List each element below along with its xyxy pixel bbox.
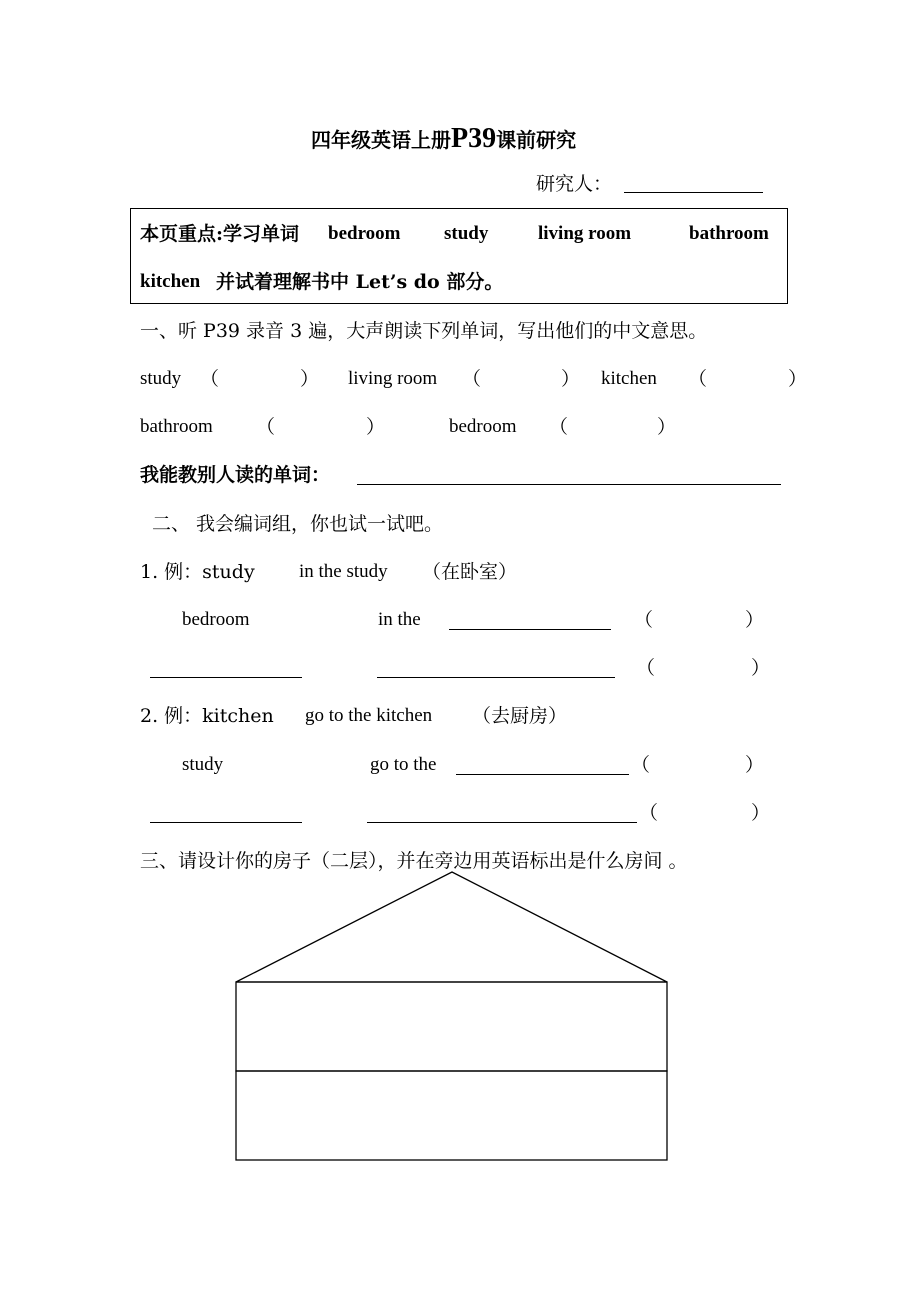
paren-open: （ [200, 368, 220, 390]
section2-heading: 二、 我会编词组，你也试一试吧。 [152, 513, 444, 535]
paren-open: （ [462, 368, 482, 390]
example1-phrase: in the study [299, 561, 388, 582]
word-living-room: living room [348, 368, 438, 389]
paren-open: （ [631, 754, 651, 776]
paren-open: （ [639, 802, 659, 824]
house-floor-upper [236, 982, 667, 1071]
teach-label: 我能教别人读的单词： [140, 464, 331, 486]
paren-open: （ [634, 609, 654, 631]
paren-close: ） [788, 368, 808, 390]
word-kitchen: kitchen [601, 368, 657, 389]
paren-close: ） [751, 657, 771, 679]
focus-word-kitchen: kitchen [140, 271, 201, 292]
ex1-prompt: in the [378, 609, 421, 630]
focus-line2-text: 并试着理解书中 Let’s do 部分。 [216, 271, 504, 293]
example1-label: 1. 例：study [140, 561, 255, 583]
paren-close: ） [745, 754, 765, 776]
paren-close: ） [745, 609, 765, 631]
paren-open: （ [549, 416, 569, 438]
example2-phrase: go to the kitchen [305, 705, 433, 726]
focus-word-bedroom: bedroom [328, 223, 401, 244]
focus-word-study: study [444, 223, 489, 244]
paren-close: ） [300, 368, 320, 390]
example1-meaning: （在卧室） [422, 561, 518, 583]
title-suffix: 课前研究 [496, 128, 577, 152]
paren-open: （ [256, 416, 276, 438]
word-bedroom: bedroom [449, 416, 517, 437]
ex2-word: study [182, 754, 224, 775]
section1-instruction: 一、听 P39 录音 3 遍，大声朗读下列单词，写出他们的中文意思。 [140, 320, 708, 342]
word-bathroom: bathroom [140, 416, 213, 437]
example2-meaning: （去厨房） [472, 705, 568, 727]
example2-label: 2. 例：kitchen [140, 705, 274, 727]
paren-close: ） [561, 368, 581, 390]
word-study: study [140, 368, 182, 389]
paren-close: ） [657, 416, 677, 438]
focus-word-living-room: living room [538, 223, 632, 244]
focus-word-bathroom: bathroom [689, 223, 769, 244]
ex1-word: bedroom [182, 609, 250, 630]
focus-label: 本页重点:学习单词 [140, 223, 300, 245]
researcher-label: 研究人： [536, 173, 613, 195]
house-roof [236, 872, 667, 982]
paren-close: ） [751, 802, 771, 824]
paren-open: （ [688, 368, 708, 390]
paren-open: （ [636, 657, 656, 679]
house-floor-lower [236, 1071, 667, 1160]
paren-close: ） [366, 416, 386, 438]
title-page: P39 [451, 123, 497, 154]
ex2-prompt: go to the [370, 754, 437, 775]
title-prefix: 四年级英语上册 [311, 128, 451, 152]
section3-instruction: 三、请设计你的房子（二层），并在旁边用英语标出是什么房间 。 [140, 850, 688, 872]
